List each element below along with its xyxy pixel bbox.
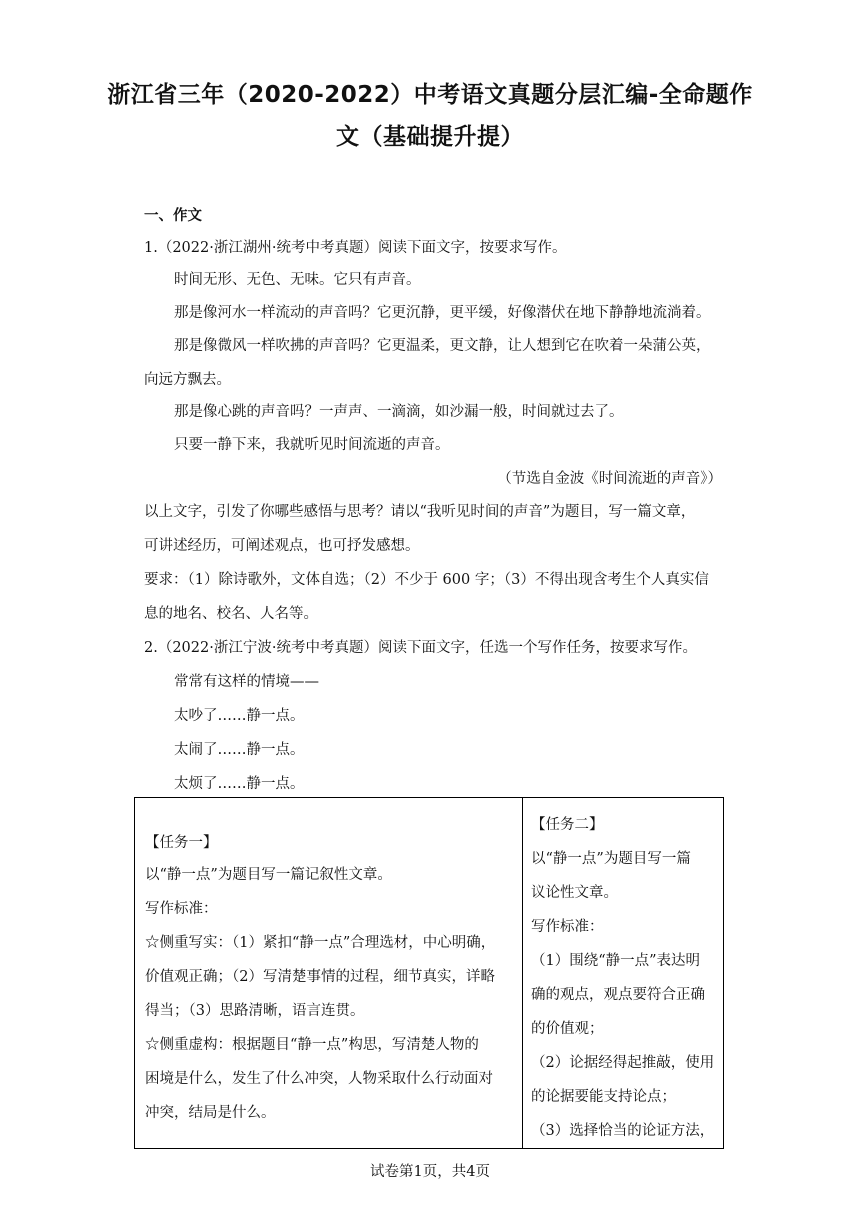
q1-requirements-a: 要求：（1）除诗歌外，文体自选；（2）不少于 600 字；（3）不得出现含考生个人真实信: [144, 572, 709, 588]
task-2-line-9: （3）选择恰当的论证方法，: [531, 1123, 715, 1139]
task-1-line-7: 困境是什么，发生了什么冲突，人物采取什么行动面对: [145, 1071, 493, 1087]
q2-paragraph-4: 太烦了……静一点。: [174, 776, 305, 792]
section-heading: 一、作文: [144, 208, 202, 224]
q1-paragraph-4: 那是像心跳的声音吗？一声声、一滴滴，如沙漏一般，时间就过去了。: [174, 404, 624, 420]
task-2-line-8: 的论据要能支持论点；: [531, 1089, 676, 1105]
document-title-line-1: 浙江省三年（2020-2022）中考语文真题分层汇编-全命题作: [107, 82, 753, 108]
q2-paragraph-3: 太闹了……静一点。: [174, 742, 305, 758]
q1-paragraph-2: 那是像河水一样流动的声音吗？它更沉静，更平缓，好像潜伏在地下静静地流淌着。: [174, 305, 711, 321]
task-2-line-7: （2）论据经得起推敲，使用: [531, 1055, 715, 1071]
q1-heading: 1.（2022·浙江湖州·统考中考真题）阅读下面文字，按要求写作。: [144, 240, 567, 256]
q2-heading: 2.（2022·浙江宁波·统考中考真题）阅读下面文字，任选一个写作任务，按要求写作。: [144, 640, 697, 656]
task-1-line-1: 以“静一点”为题目写一篇记叙性文章。: [145, 867, 392, 883]
q1-paragraph-3b: 向远方飘去。: [144, 372, 231, 388]
task-2-title: 【任务二】: [531, 817, 604, 833]
q1-requirements-b: 息的地名、校名、人名等。: [144, 606, 318, 622]
q1-source: （节选自金波《时间流逝的声音》）: [497, 471, 722, 487]
task-table: [134, 797, 724, 1149]
task-1-line-5: 得当；（3）思路清晰，语言连贯。: [145, 1003, 365, 1019]
task-1-line-8: 冲突，结局是什么。: [145, 1105, 276, 1121]
page-footer: 试卷第1页，共4页: [370, 1164, 490, 1180]
task-2-line-4: （1）围绕“静一点”表达明: [531, 953, 701, 969]
q1-prompt-b: 可讲述经历，可阐述观点，也可抒发感想。: [144, 538, 420, 554]
q2-paragraph-2: 太吵了……静一点。: [174, 708, 305, 724]
task-2-line-5: 确的观点，观点要符合正确: [531, 987, 705, 1003]
document-title-line-2: 文（基础提升提）: [336, 124, 524, 150]
q1-paragraph-1: 时间无形、无色、无味。它只有声音。: [174, 272, 421, 288]
task-2-line-3: 写作标准：: [531, 919, 604, 935]
task-1-line-3: ☆侧重写实：（1）紧扣“静一点”合理选材，中心明确，: [145, 935, 496, 951]
task-1-line-6: ☆侧重虚构：根据题目“静一点”构思，写清楚人物的: [145, 1037, 479, 1053]
task-2-line-6: 的价值观；: [531, 1021, 604, 1037]
task-2-line-2: 议论性文章。: [531, 885, 618, 901]
q2-paragraph-1: 常常有这样的情境——: [174, 674, 319, 690]
task-2-line-1: 以“静一点”为题目写一篇: [531, 851, 691, 867]
task-1-line-2: 写作标准：: [145, 901, 218, 917]
q1-paragraph-3a: 那是像微风一样吹拂的声音吗？它更温柔，更文静，让人想到它在吹着一朵蒲公英，: [174, 338, 711, 354]
task-1-title: 【任务一】: [145, 835, 218, 851]
q1-prompt-a: 以上文字，引发了你哪些感悟与思考？请以“我听见时间的声音”为题目，写一篇文章，: [144, 504, 696, 520]
table-divider: [522, 798, 523, 1148]
q1-paragraph-5: 只要一静下来，我就听见时间流逝的声音。: [174, 437, 450, 453]
task-1-line-4: 价值观正确；（2）写清楚事情的过程，细节真实，详略: [145, 969, 495, 985]
